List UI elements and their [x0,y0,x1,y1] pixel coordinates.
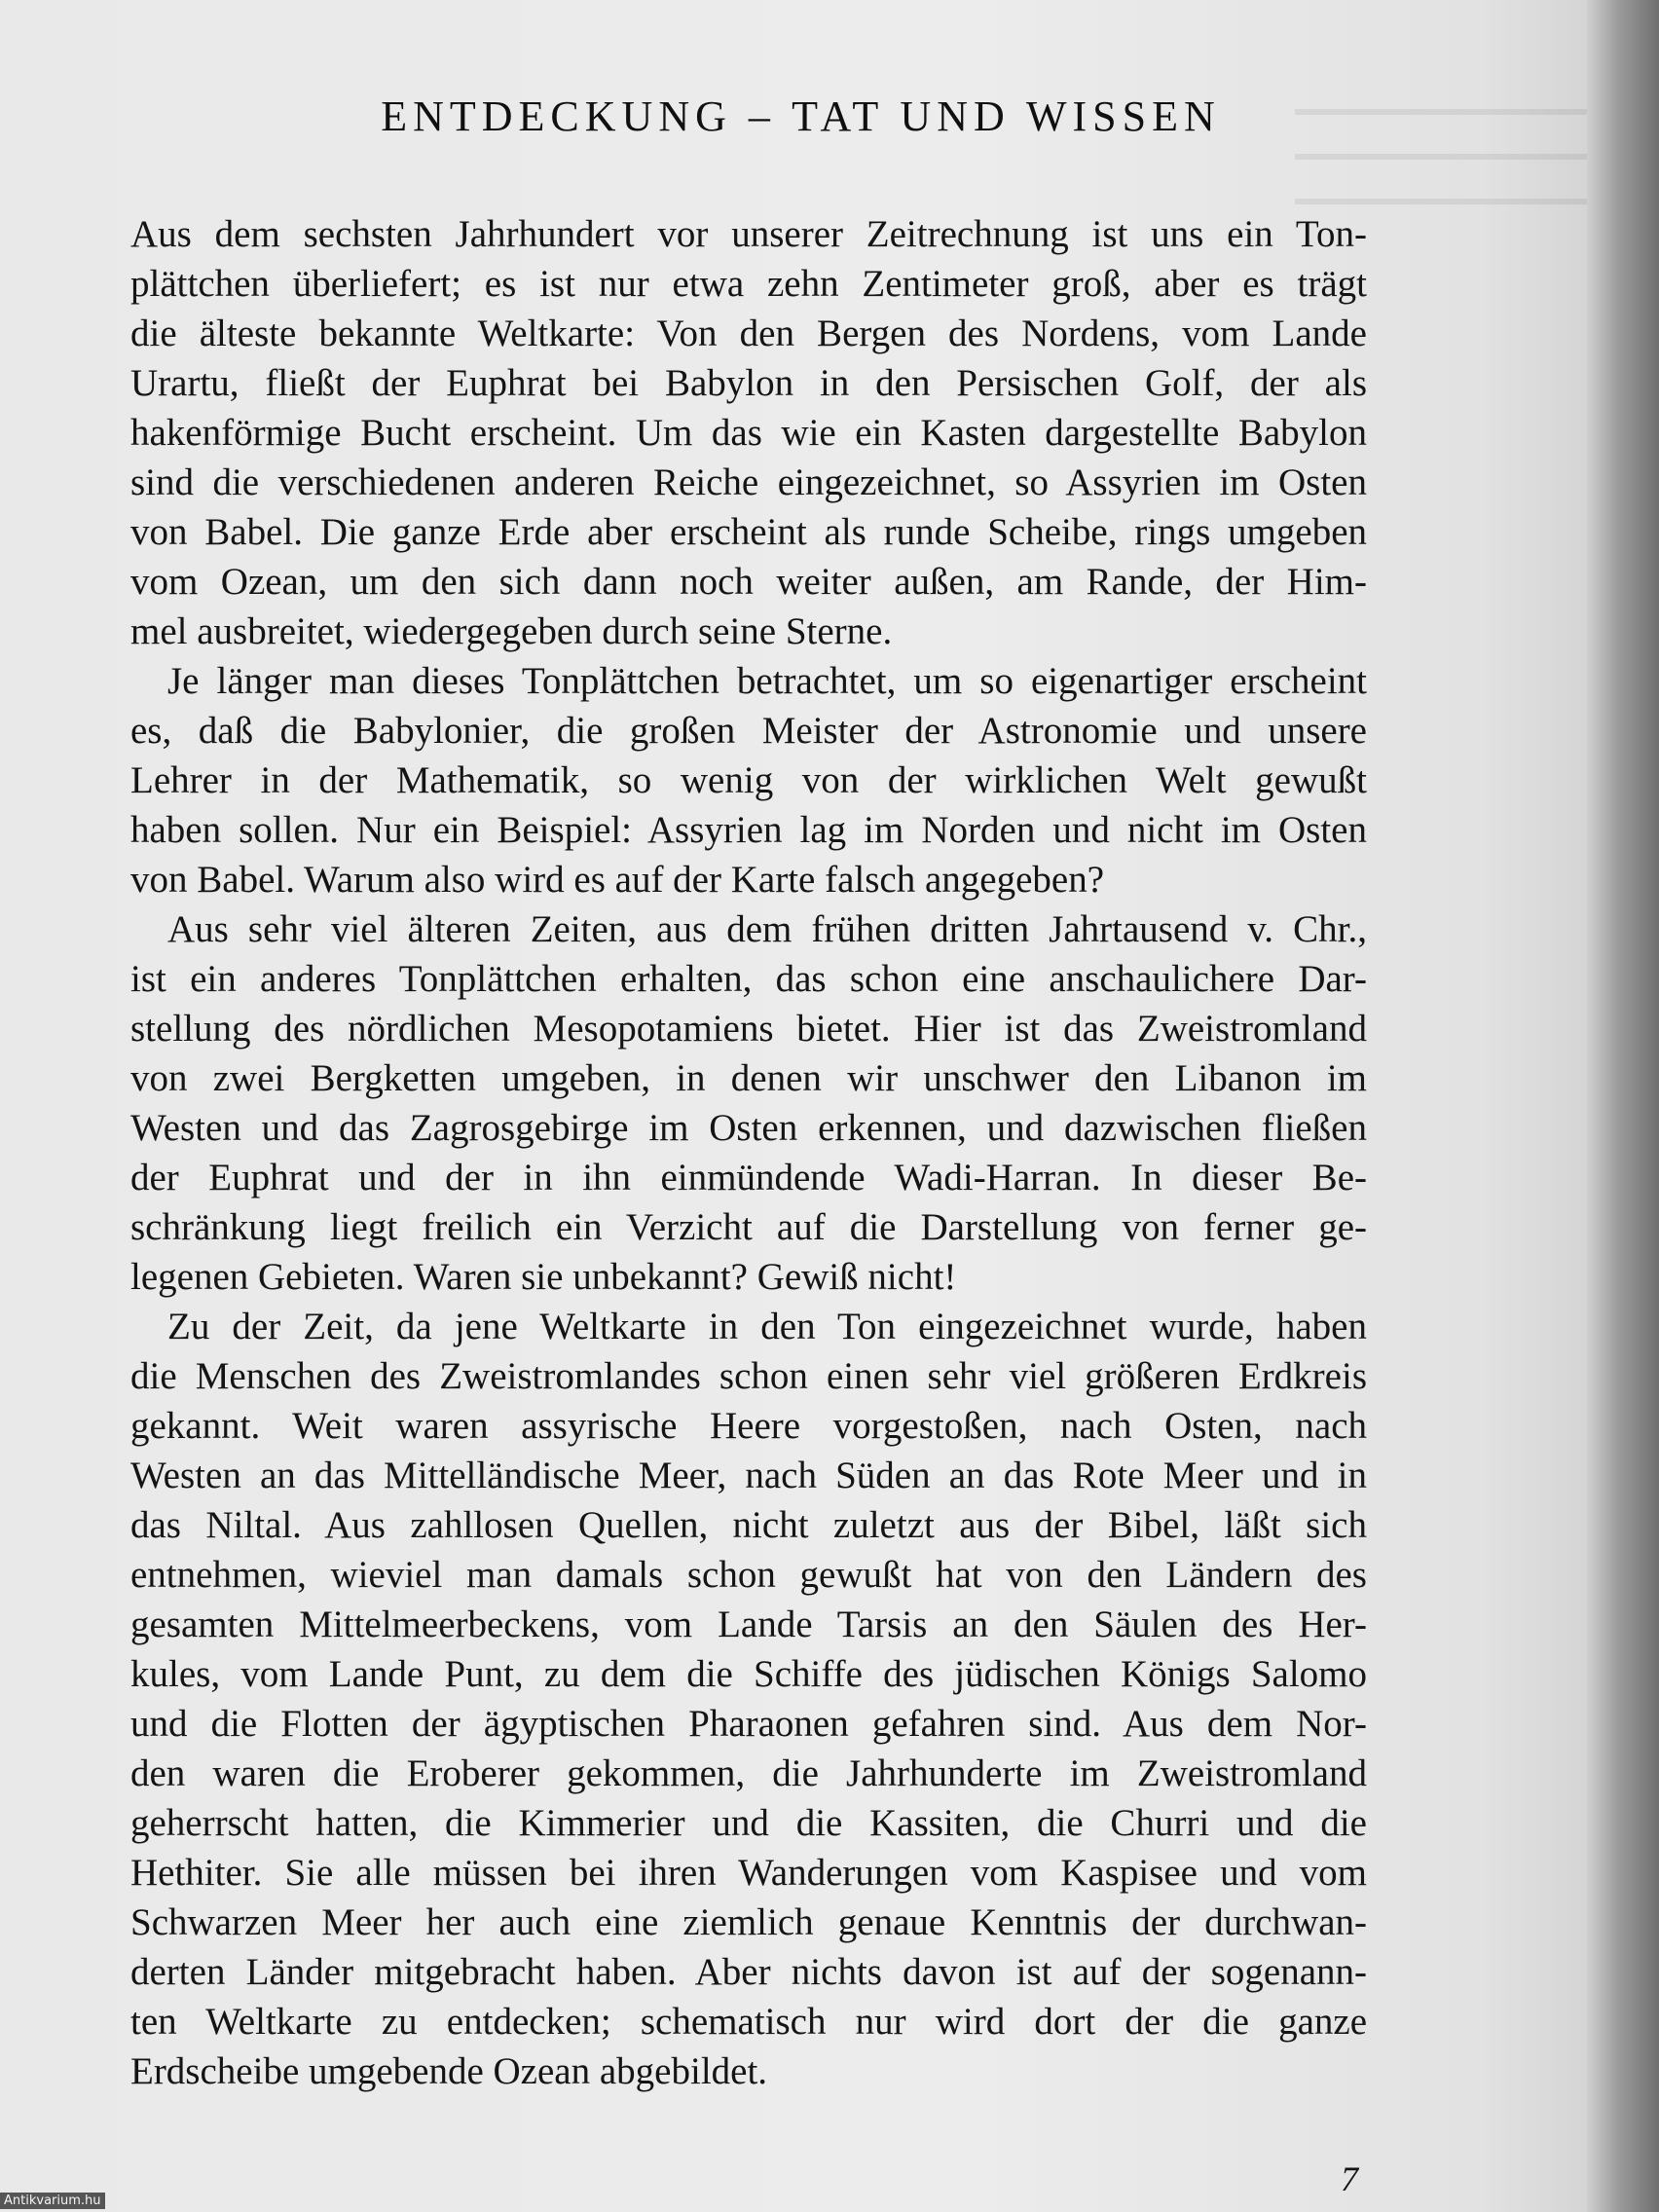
text-line: der Euphrat und der in ihn einmündende Wadi-Harran. In dieser Be- [130,1157,1367,1198]
running-header: ENTDECKUNG – TAT UND WISSEN [381,92,1221,140]
text-line: das Niltal. Aus zahllosen Quellen, nicht zuletzt aus der Bibel, läßt sich [130,1504,1367,1546]
text-line: Urartu, fließt der Euphrat bei Babylon in den Persischen Golf, der als [130,362,1367,404]
text-line: die älteste bekannte Weltkarte: Von den Bergen des Nordens, vom Lande [130,313,1367,354]
text-line: Aus sehr viel älteren Zeiten, aus dem frühen dritten Jahrtausend v. Chr., [167,908,1367,950]
text-line: ist ein anderes Tonplättchen erhalten, das schon eine anschaulichere Dar- [130,958,1367,1000]
text-line: Lehrer in der Mathematik, so wenig von der wirklichen Welt gewußt [130,759,1367,801]
text-line: Aus dem sechsten Jahrhundert vor unserer Zeitrechnung ist uns ein Ton- [130,213,1367,255]
body-text [130,209,1367,2096]
text-line: mel ausbreitet, wiedergegeben durch seine Sterne. [130,610,893,652]
text-line: Westen und das Zagrosgebirge im Osten erkennen, und dazwischen fließen [130,1107,1367,1149]
text-line: und die Flotten der ägyptischen Pharaonen gefahren sind. Aus dem Nor- [130,1703,1367,1745]
page-number: 7 [1341,2159,1358,2198]
text-line: schränkung liegt freilich ein Verzicht auf die Darstellung von ferner ge- [130,1206,1367,1248]
text-line: sind die verschiedenen anderen Reiche eingezeichnet, so Assyrien im Osten [130,461,1367,503]
text-line: es, daß die Babylonier, die großen Meister der Astronomie und unsere [130,710,1367,752]
text-line: stellung des nördlichen Mesopotamiens bietet. Hier ist das Zweistromland [130,1008,1367,1050]
text-line: ten Weltkarte zu entdecken; schematisch nur wird dort der die ganze [130,2001,1367,2043]
text-line: Erdscheibe umgebende Ozean abgebildet. [130,2050,768,2092]
paragraph-2 [130,656,1367,904]
text-line: plättchen überliefert; es ist nur etwa zehn Zentimeter groß, aber es trägt [130,263,1367,305]
text-line: legenen Gebieten. Waren sie unbekannt? Gewiß nicht! [130,1256,957,1298]
text-line: Je länger man dieses Tonplättchen betrachtet, um so eigenartiger erscheint [167,660,1367,702]
text-line: entnehmen, wieviel man damals schon gewußt hat von den Ländern des [130,1554,1367,1596]
text-line: kules, vom Lande Punt, zu dem die Schiffe des jüdischen Königs Salomo [130,1653,1367,1695]
text-line: die Menschen des Zweistromlandes schon einen sehr viel größeren Erdkreis [130,1355,1367,1397]
text-line: gekannt. Weit waren assyrische Heere vorgestoßen, nach Osten, nach [130,1405,1367,1447]
text-line: Hethiter. Sie alle müssen bei ihren Wanderungen vom Kaspisee und vom [130,1852,1367,1894]
text-line: gesamten Mittelmeerbeckens, vom Lande Tarsis an den Säulen des Her- [130,1604,1367,1645]
watermark: Antikvarium.hu [0,2193,105,2209]
text-line: von Babel. Die ganze Erde aber erscheint als runde Scheibe, rings umgeben [130,511,1367,553]
text-line: hakenförmige Bucht erscheint. Um das wie ein Kasten dargestellte Babylon [130,412,1367,454]
text-line: Westen an das Mittelländische Meer, nach Süden an das Rote Meer und in [130,1455,1367,1496]
text-line: Schwarzen Meer her auch eine ziemlich genaue Kenntnis der durchwan- [130,1901,1367,1943]
text-line: von Babel. Warum also wird es auf der Karte falsch angegeben? [130,859,1105,901]
text-line: den waren die Eroberer gekommen, die Jahrhunderte im Zweistromland [130,1752,1367,1794]
paragraph-3 [130,904,1367,1302]
text-line: derten Länder mitgebracht haben. Aber nichts davon ist auf der sogenann- [130,1951,1367,1993]
text-line: haben sollen. Nur ein Beispiel: Assyrien lag im Norden und nicht im Osten [130,809,1367,851]
text-line: Zu der Zeit, da jene Weltkarte in den Ton eingezeichnet wurde, haben [167,1306,1367,1347]
text-line: geherrscht hatten, die Kimmerier und die Kassiten, die Churri und die [130,1802,1367,1844]
paragraph-1 [130,209,1367,656]
text-line: vom Ozean, um den sich dann noch weiter außen, am Rande, der Him- [130,561,1367,603]
paragraph-4 [130,1302,1367,2096]
text-line: von zwei Bergketten umgeben, in denen wir unschwer den Libanon im [130,1057,1367,1099]
book-spine-shadow [1587,0,1659,2212]
